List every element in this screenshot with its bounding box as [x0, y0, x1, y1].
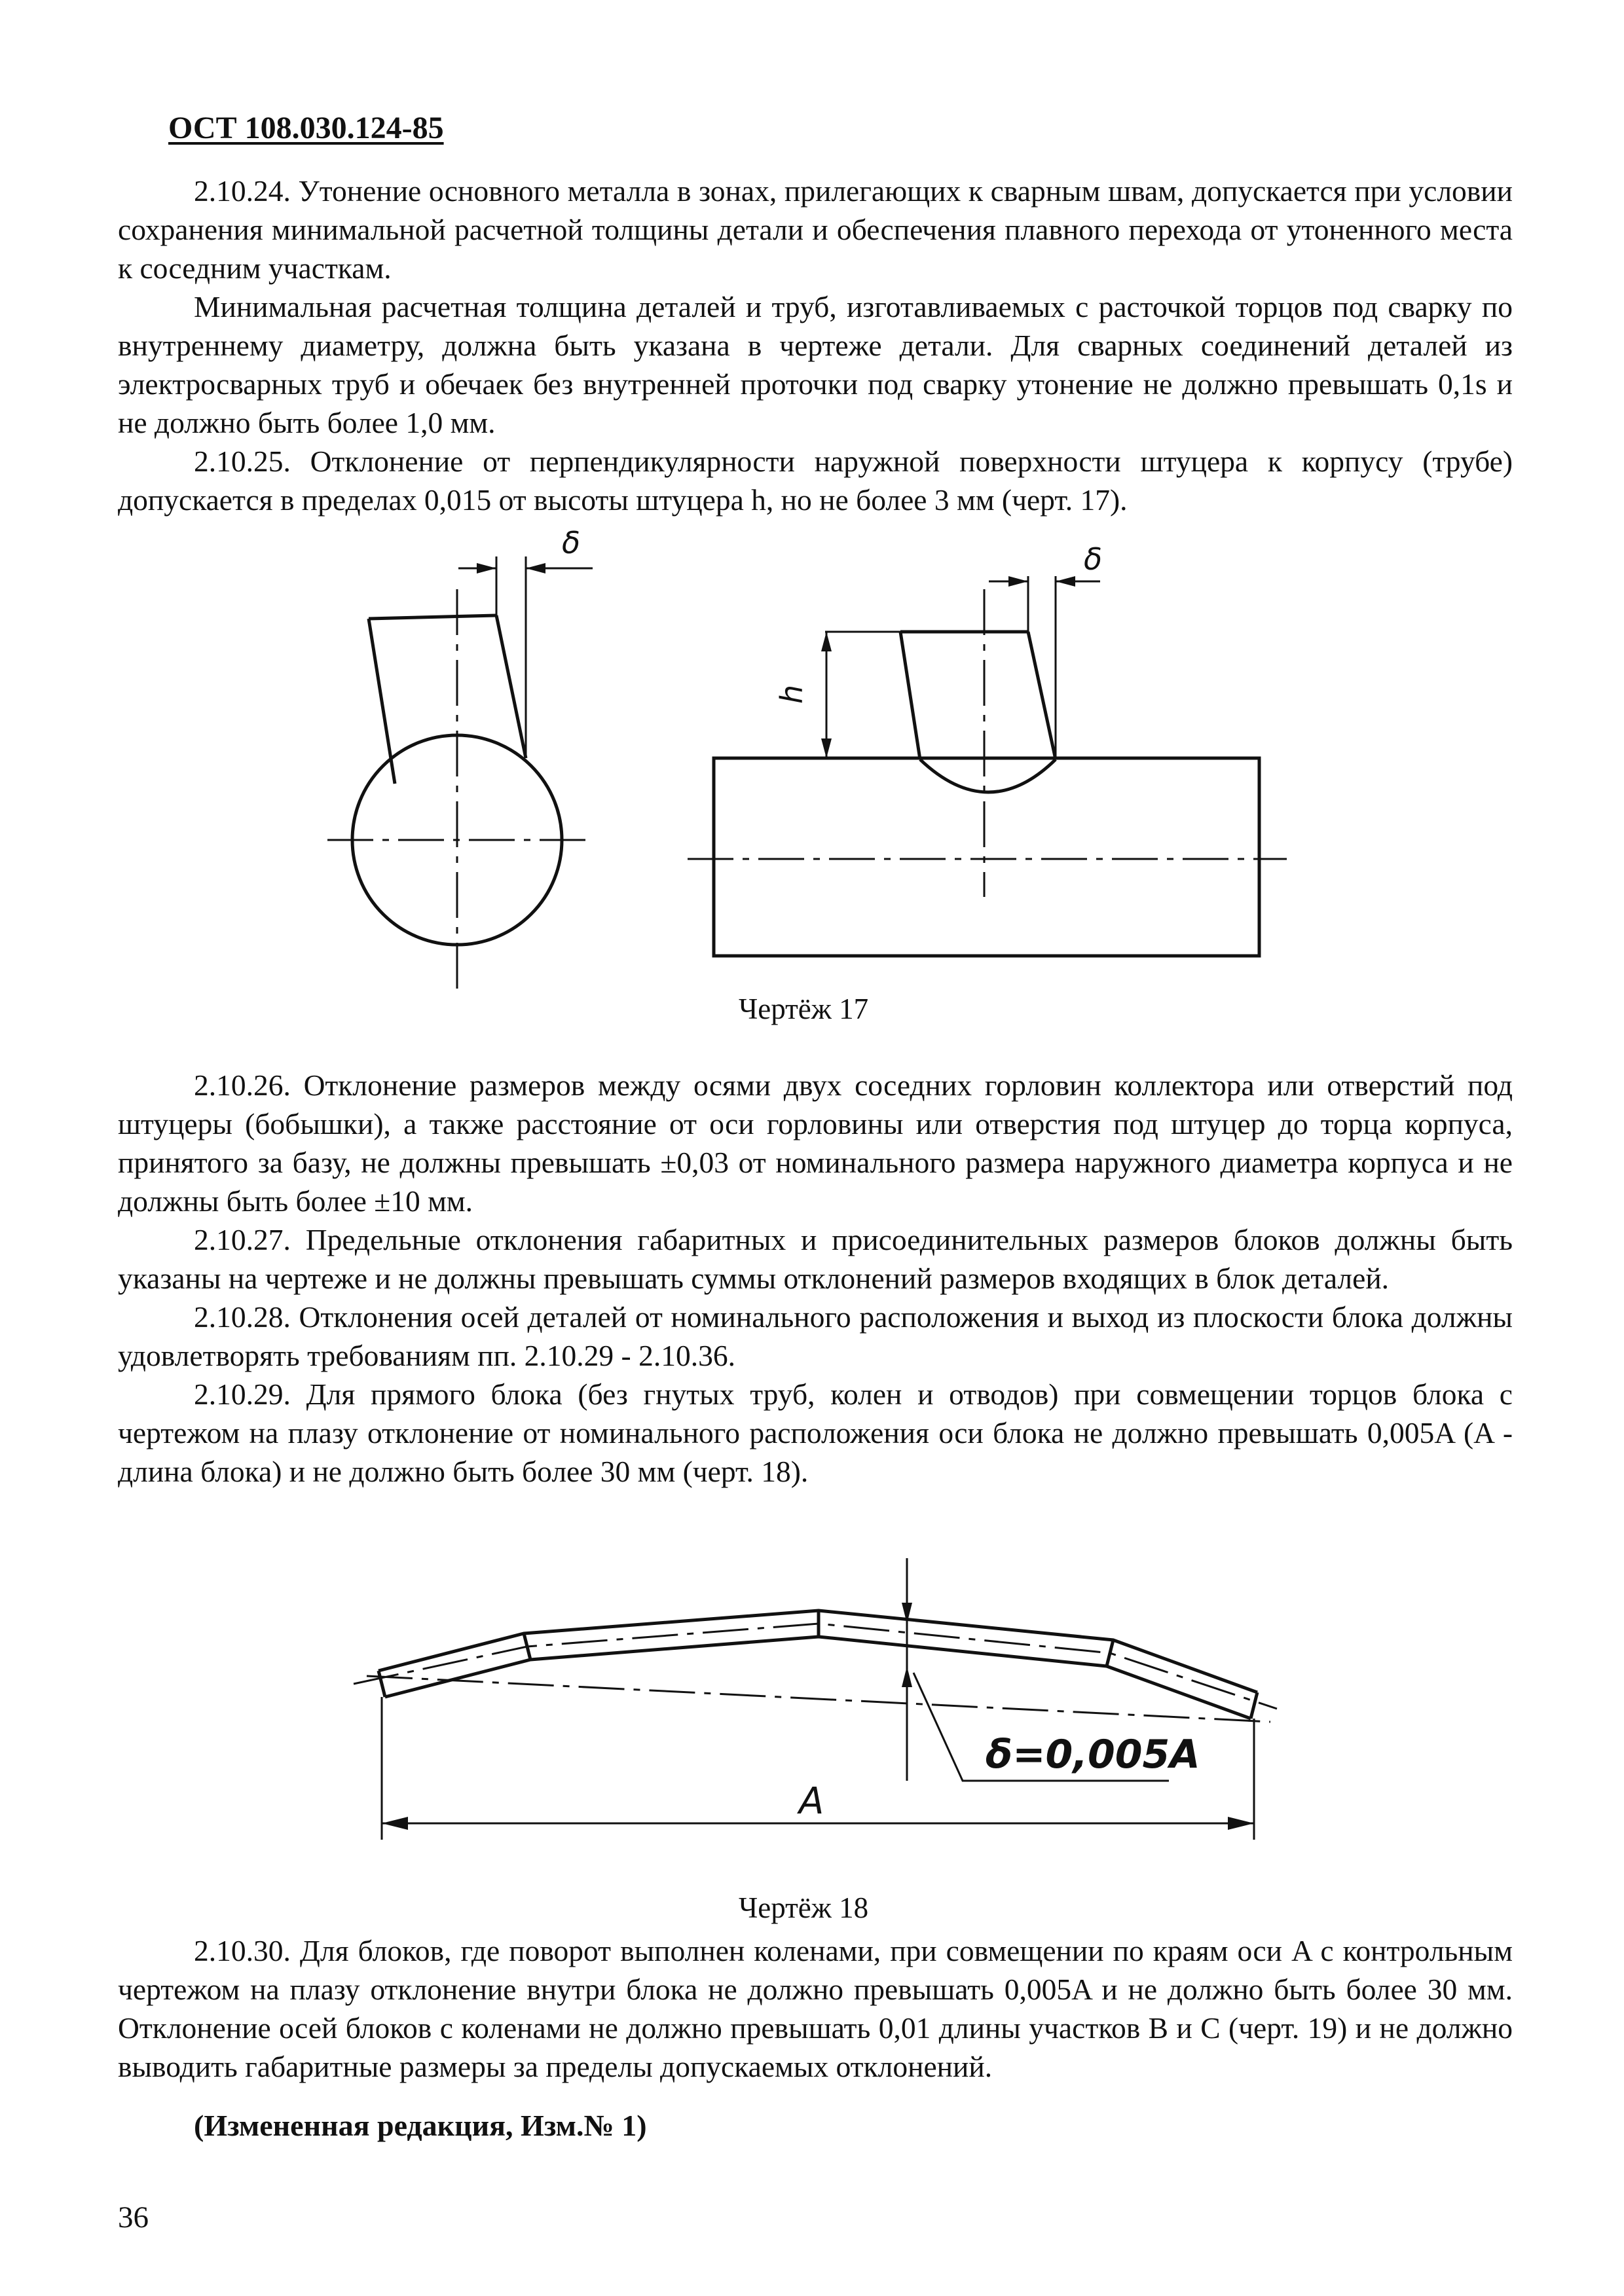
paragraph-2-10-30: 2.10.30. Для блоков, где поворот выполнен коленами, при совмещении по краям оси A с контрольным чертежом на плазу отклонение внутри блока не должно превышать 0,005A и не должно быть более 30 мм. Отклонение осей блоков с коленами не должно превышать 0,01 длины участков B и C (черт. 19) и не должно выводить габаритные размеры за пределы допускаемых отклонений. [118, 1934, 1513, 2083]
amendment-note: (Измененная редакция, Изм.№ 1) [194, 2109, 647, 2142]
paragraph-2-10-25: 2.10.25. Отклонение от перпендикулярности наружной поверхности штуцера к корпусу (трубе) допускается в пределах 0,015 от высоты штуцера h, но не более 3 мм (черт. 17). [118, 445, 1513, 517]
paragraph-2-10-24: 2.10.24. Утонение основного металла в зонах, прилегающих к сварным швам, допускается при условии сохранения минимальной расчетной толщины детали и обеспечения плавного перехода от утоненного места к соседним участкам. [118, 174, 1513, 285]
caption-figure-17: Чертёж 17 [739, 993, 869, 1025]
fig18-block [354, 1558, 1277, 1840]
delta-label-left: δ [562, 525, 581, 560]
document-code: ОСТ 108.030.124-85 [168, 111, 444, 145]
paragraph-2-10-27: 2.10.27. Предельные отклонения габаритных и присоединительных размеров блоков должны быть указаны на чертеже и не должны превышать суммы отклонений размеров входящих в блок деталей. [118, 1223, 1513, 1295]
delta-label-right: δ [1084, 541, 1103, 577]
paragraph-2-10-28: 2.10.28. Отклонения осей деталей от номинального расположения и выход из плоскости блока должны удовлетворять требованиям пп. 2.10.29 - 2.10.36. [118, 1300, 1513, 1372]
paragraph-2-10-26: 2.10.26. Отклонение размеров между осями двух соседних горловин коллектора или отверстий под штуцеры (бобышки), а также расстояние от оси горловины или отверстия под штуцер до торца корпуса, принятого за базу, не должны превышать ±0,03 от номинального размера наружного диаметра корпуса и не должны быть более ±10 мм. [118, 1068, 1513, 1218]
A-label: A [799, 1780, 824, 1823]
page-number: 36 [118, 2200, 149, 2234]
paragraph-min-thickness: Минимальная расчетная толщина деталей и труб, изготавливаемых с расточкой торцов под сварку по внутреннему диаметру, должна быть указана в чертеже детали. Для сварных соединений деталей из электросварных труб и обечаек без внутренней проточки под сварку утонение не должно превышать 0,1s и не должно быть более 1,0 мм. [118, 290, 1513, 439]
caption-figure-18: Чертёж 18 [739, 1891, 869, 1924]
delta-formula-label: δ=0,005A [986, 1732, 1200, 1777]
h-label: h [774, 684, 809, 704]
text-block-bottom [118, 1931, 1513, 2086]
paragraph-2-10-29: 2.10.29. Для прямого блока (без гнутых труб, колен и отводов) при совмещении торцов блока с чертежом на плазу отклонение от номинального расположения оси блока не должно превышать 0,005A (A - длина блока) и не должно быть более 30 мм (черт. 18). [118, 1377, 1513, 1488]
